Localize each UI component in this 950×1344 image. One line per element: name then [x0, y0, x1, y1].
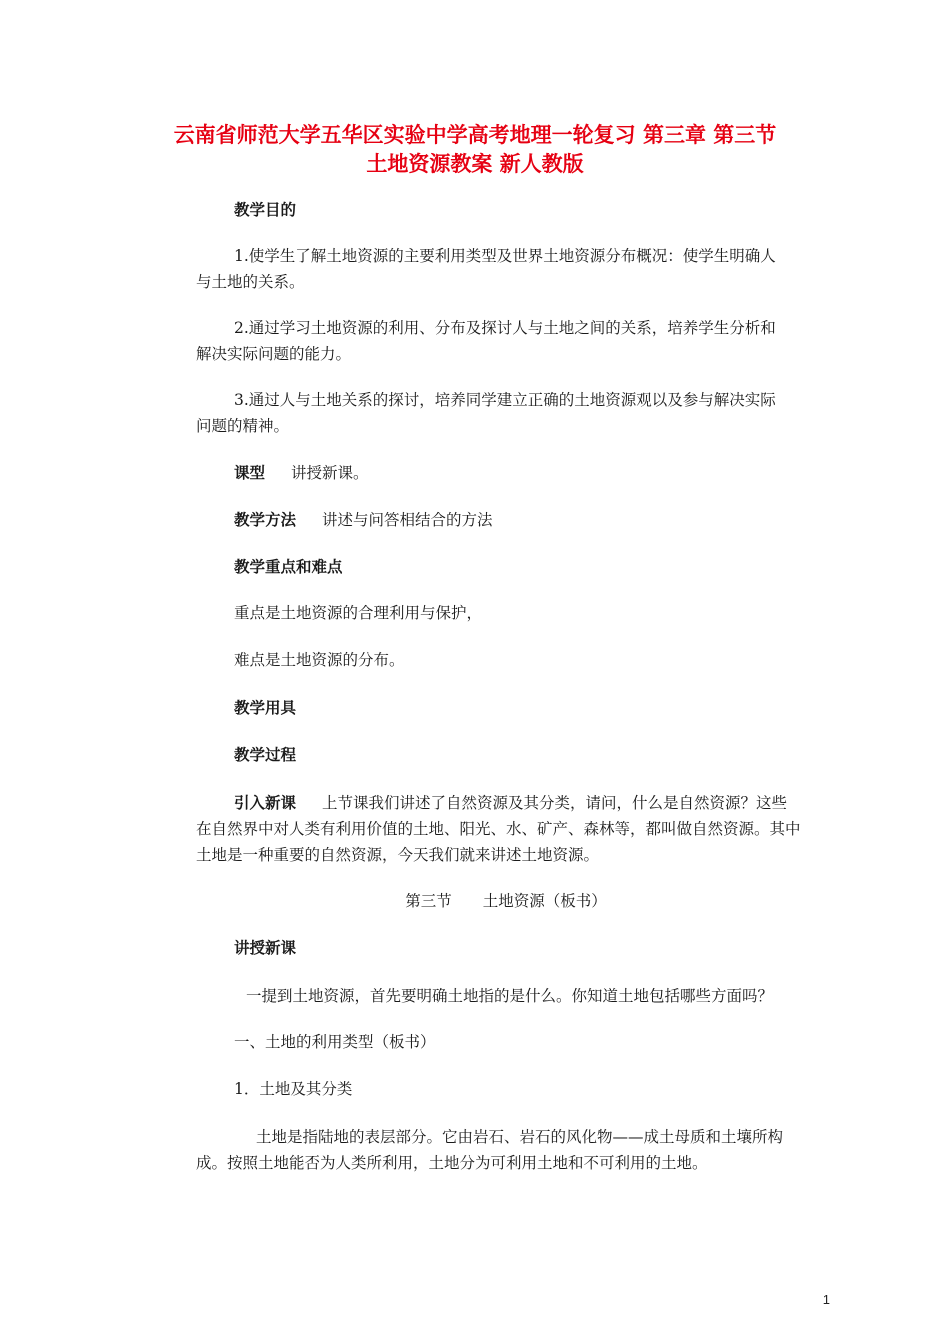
lesson-type-row: [234, 461, 814, 486]
key-point-text: 重点是土地资源的合理利用与保护，: [234, 604, 483, 622]
key-points-heading: 教学重点和难点: [234, 558, 343, 576]
objectives-heading: 教学目的: [234, 201, 297, 219]
objective-2-line-1: 2.通过学习土地资源的利用、分布及探讨人与土地之间的关系，培养学生分析和: [234, 319, 776, 337]
objective-2-line-2: 解决实际问题的能力。: [196, 345, 352, 363]
section-heading: 第三节 土地资源（板书）: [405, 892, 607, 910]
definition-line-1: 土地是指陆地的表层部分。它由岩石、岩石的风化物——成土母质和土壤所构: [256, 1128, 784, 1146]
page-number: 1: [822, 1292, 830, 1307]
intro-label: 引入新课: [234, 794, 297, 812]
difficulty-text: 难点是土地资源的分布。: [234, 651, 405, 669]
intro-text-1: 上节课我们讲述了自然资源及其分类，请问，什么是自然资源？这些: [322, 794, 788, 812]
objective-1-line-2: 与土地的关系。: [196, 273, 305, 291]
question-text: 一提到土地资源，首先要明确土地指的是什么。你知道土地包括哪些方面吗？: [246, 987, 774, 1005]
tools-heading: 教学用具: [234, 699, 297, 717]
objective-1-line-1: 1.使学生了解土地资源的主要利用类型及世界土地资源分布概况：使学生明确人: [234, 247, 776, 265]
item-1-heading: 1．土地及其分类: [234, 1080, 353, 1098]
intro-line-1: [234, 791, 816, 816]
objective-3-line-1: 3.通过人与土地关系的探讨，培养同学建立正确的土地资源观以及参与解决实际: [234, 391, 776, 409]
new-lesson-heading: 讲授新课: [234, 939, 297, 957]
definition-line-2: 成。按照土地能否为人类所利用，土地分为可利用土地和不可利用的土地。: [196, 1154, 708, 1172]
objective-3-line-2: 问题的精神。: [196, 417, 290, 435]
intro-line-2: 在自然界中对人类有利用价值的土地、阳光、水、矿产、森林等，都叫做自然资源。其中: [196, 820, 801, 838]
process-heading: 教学过程: [234, 746, 297, 764]
intro-line-3: 土地是一种重要的自然资源，今天我们就来讲述土地资源。: [196, 846, 600, 864]
lesson-type-label: 课型: [234, 464, 266, 482]
method-label: 教学方法: [234, 511, 297, 529]
subsection-1-heading: 一、土地的利用类型（板书）: [234, 1033, 436, 1051]
lesson-type-value: 讲授新课。: [291, 464, 369, 482]
document-title-line-1: 云南省师范大学五华区实验中学高考地理一轮复习 第三章 第三节: [173, 123, 777, 147]
method-row: [234, 508, 814, 533]
document-title-line-2: 土地资源教案 新人教版: [366, 152, 584, 176]
method-value: 讲述与问答相结合的方法: [322, 511, 493, 529]
